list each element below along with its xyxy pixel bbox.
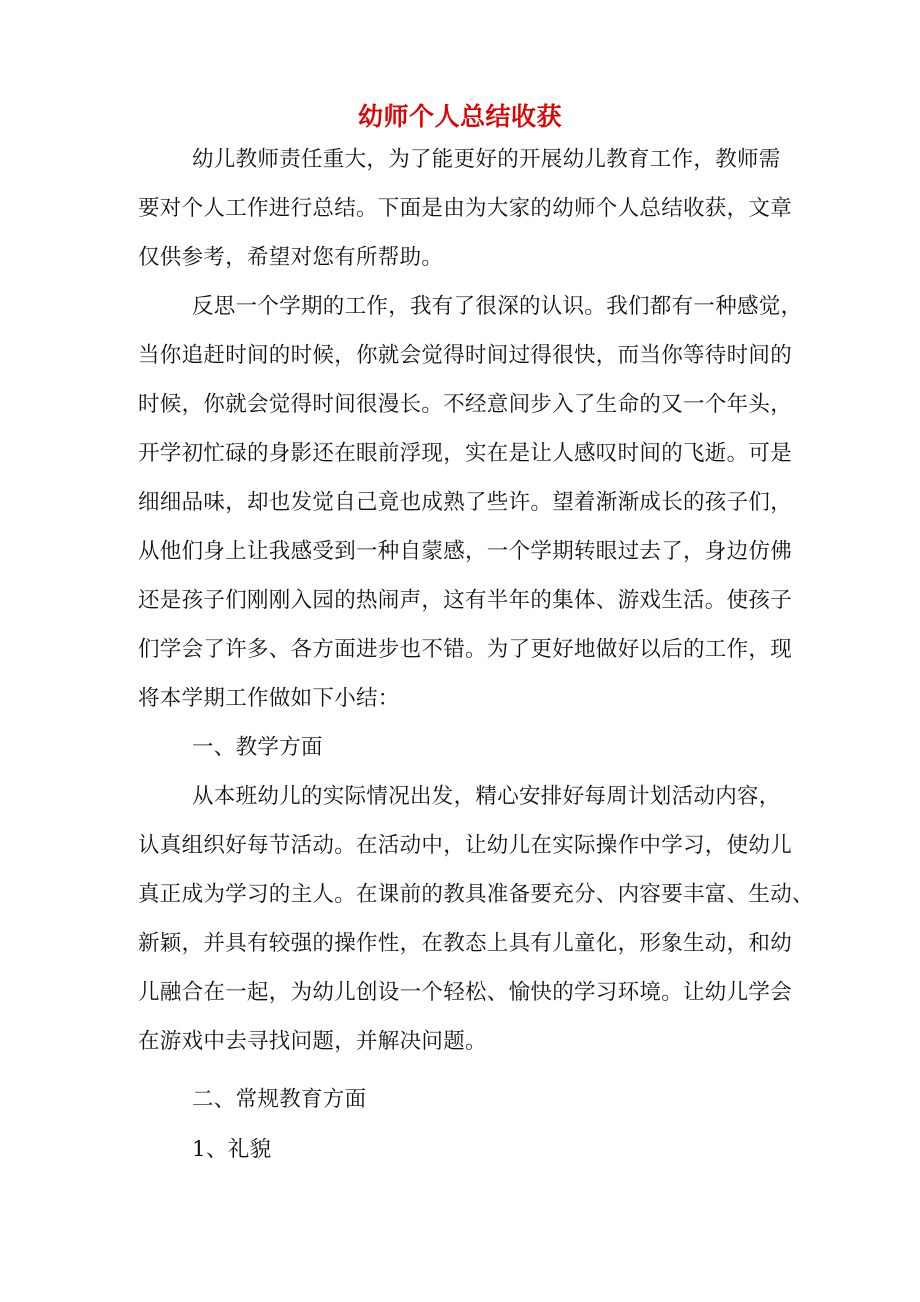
section-heading-routine: 二、常规教育方面: [192, 1087, 367, 1112]
reflection-line: 还是孩子们刚刚入园的热闹声，这有半年的集体、游戏生活。使孩子: [138, 588, 793, 613]
teaching-line: 在游戏中去寻找问题，并解决问题。: [138, 1029, 487, 1054]
reflection-line: 反思一个学期的工作，我有了很深的认识。我们都有一种感觉，: [192, 294, 803, 319]
reflection-line: 当你追赶时间的时候，你就会觉得时间过得很快，而当你等待时间的: [138, 343, 793, 368]
intro-line: 仅供参考，希望对您有所帮助。: [138, 245, 444, 270]
subsection-heading-courtesy: 1、礼貌: [192, 1137, 272, 1162]
reflection-line: 时候，你就会觉得时间很漫长。不经意间步入了生命的又一个年头，: [138, 392, 793, 417]
teaching-line: 从本班幼儿的实际情况出发，精心安排好每周计划活动内容，: [192, 784, 781, 809]
document-title: 幼师个人总结收获: [357, 102, 562, 131]
reflection-line: 们学会了许多、各方面进步也不错。为了更好地做好以后的工作，现: [138, 637, 793, 662]
reflection-line: 将本学期工作做如下小结：: [138, 686, 400, 711]
intro-line: 幼儿教师责任重大，为了能更好的开展幼儿教育工作，教师需: [192, 147, 781, 172]
reflection-line: 细细品味，却也发觉自己竟也成熟了些许。望着渐渐成长的孩子们，: [138, 490, 793, 515]
section-heading-teaching: 一、教学方面: [192, 735, 323, 760]
teaching-line: 儿融合在一起，为幼儿创设一个轻松、愉快的学习环境。让幼儿学会: [138, 980, 793, 1005]
teaching-line: 认真组织好每节活动。在活动中，让幼儿在实际操作中学习，使幼儿: [138, 833, 793, 858]
teaching-line: 新颖，并具有较强的操作性，在教态上具有儿童化，形象生动，和幼: [138, 931, 793, 956]
intro-line: 要对个人工作进行总结。下面是由为大家的幼师个人总结收获，文章: [138, 196, 793, 221]
reflection-line: 从他们身上让我感受到一种自蒙感，一个学期转眼过去了，身边仿佛: [138, 539, 793, 564]
teaching-line: 真正成为学习的主人。在课前的教具准备要充分、内容要丰富、生动、: [138, 882, 814, 907]
reflection-line: 开学初忙碌的身影还在眼前浮现，实在是让人感叹时间的飞逝。可是: [138, 441, 793, 466]
